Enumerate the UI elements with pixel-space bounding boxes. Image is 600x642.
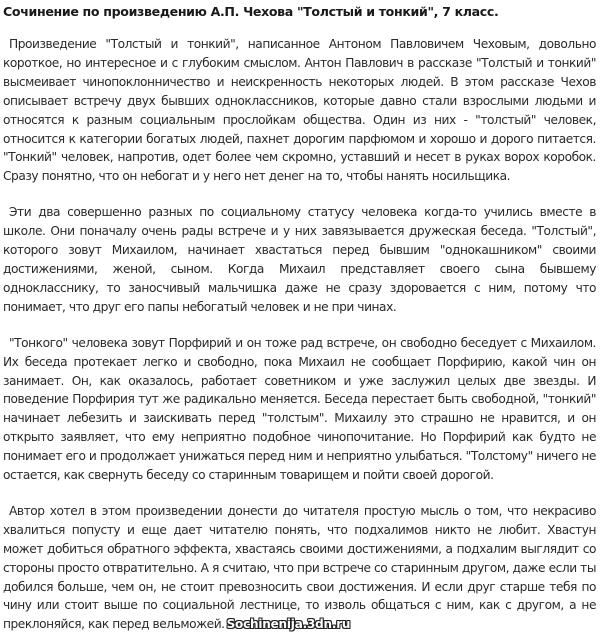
essay-paragraph bbox=[3, 502, 596, 634]
essay-title: Сочинение по произведению А.П. Чехова "Толстый и тонкий", 7 класс. bbox=[3, 4, 499, 19]
paragraph-text: Эти два совершенно разных по социальному статусу человека когда-то учились вместе в школе. Они поначалу очень рады встрече и у них завязывается дружеская беседа. "Толстый", которого зовут Михаилом, начинает хвастаться перед бывшим "однокашником" своими достижениями, женой, сыном. Когда Михаил представляет своего сына бывшему однокласснику, то заносчивый мальчишка даже не сразу здоровается с ним, потому что понимает, что друг его папы небогатый человек и не при чинах. bbox=[3, 205, 596, 314]
essay-paragraph bbox=[3, 35, 596, 186]
paragraph-text: Автор хотел в этом произведении донести до читателя простую мысль о том, что некрасиво хвалиться попусту и еще дает читателю понять, что подхалимов никто не любит. Хвастун может добиться обратного эффекта, хвастаясь своими достижениями, а подхалим выглядит со стороны просто отвратительно. А я считаю, что при встрече со старинным другом, даже если ты добился больше, чем он, не стоит превозносить свои достижения. И если друг старше тебя по чину или стоит выше по социальной лестнице, то изволь общаться с ним, как с другом, а не преклоняйся, как перед вельможей. bbox=[3, 503, 596, 632]
essay-paragraph bbox=[3, 203, 596, 316]
paragraph-text: "Тонкого" человека зовут Порфирий и он тоже рад встрече, он свободно беседует с Михаилом. Их беседа протекает легко и свободно, пока Михаил не сообщает Порфирию, какой чин он занимает. Он, как оказалось, работает советником и уже заслужил целых две звезды. И поведение Порфирия тут же радикально меняется. Беседа перестает быть свободной, "тонкий" начинает лебезить и заискивать перед "толстым". Михаилу это страшно не нравится, и он открыто заявляет, что ему неприятно подобное чинопочитание. Но Порфирий как будто не понимает его и продолжает унижаться перед ним и неприятно улыбаться. "Толстому" ничего не остается, как свернуть беседу со старинным товарищем и пойти своей дорогой. bbox=[3, 335, 596, 483]
essay-paragraph bbox=[3, 334, 596, 485]
site-watermark: Sochinenija.3dn.ru bbox=[226, 617, 351, 632]
paragraph-text: Произведение "Толстый и тонкий", написанное Антоном Павловичем Чеховым, довольно короткое, но интересное и с глубоким смыслом. Антон Павлович в рассказе "Толстый и тонкий" высмеивает чинопоклонничество и неискренность некоторых людей. В этом рассказе Чехов описывает встречу двух бывших одноклассников, которые давно стали взрослыми людьми и относятся к разным социальным прослойкам общества. Один из них - "толстый" человек, относится к категории богатых людей, пахнет дорогим парфюмом и хорошо и дорого питается. "Тонкий" человек, напротив, одет более чем скромно, уставший и несет в руках ворох коробок. Сразу понятно, что он небогат и у него нет денег на то, чтобы нанять носильщика. bbox=[3, 37, 596, 184]
